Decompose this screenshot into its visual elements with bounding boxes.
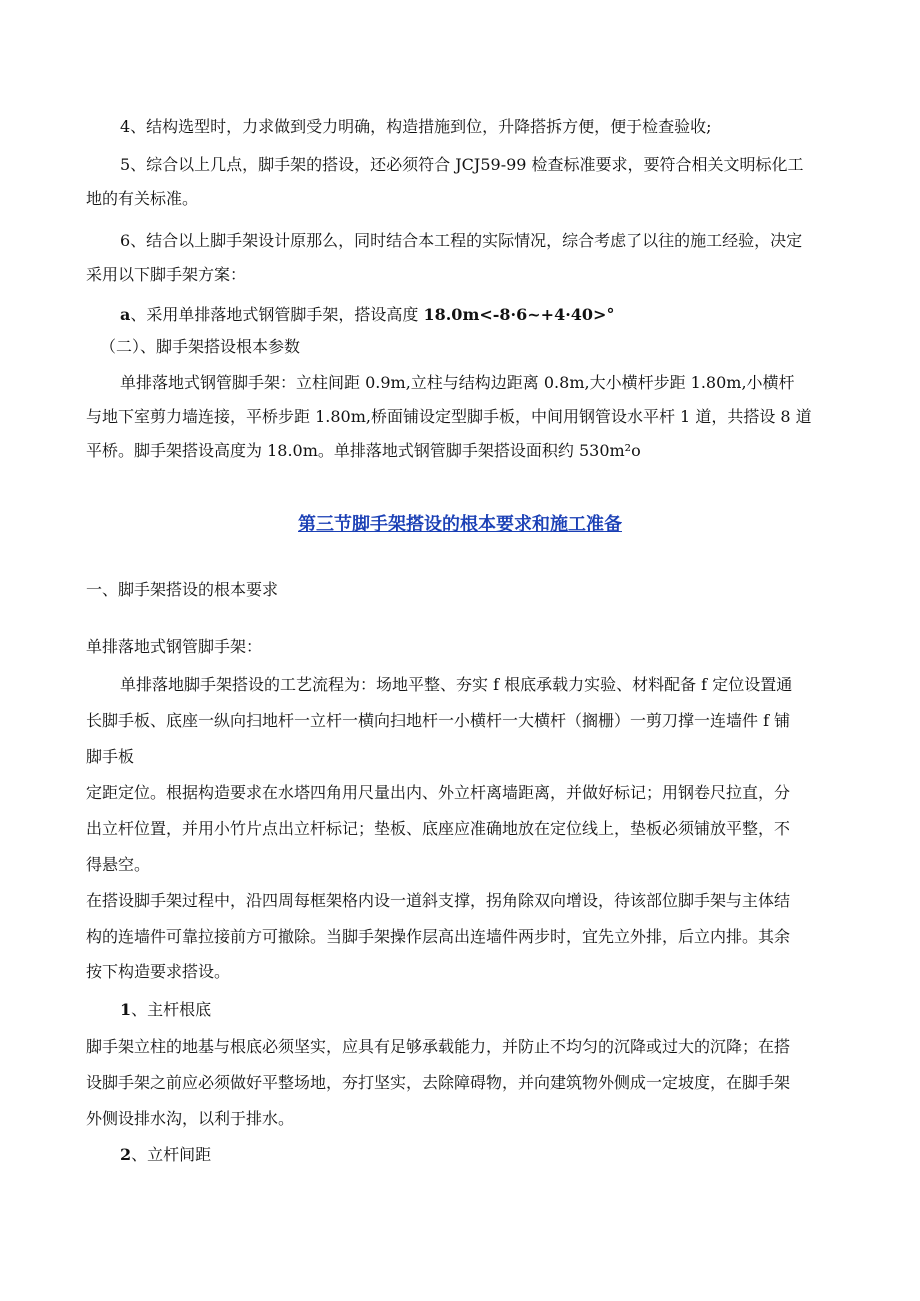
foundation-line-1 <box>86 1030 846 1063</box>
text-line: 地的有关标准。 <box>86 189 199 208</box>
paragraph-6-line-2 <box>86 258 846 291</box>
subheading-text: （二）、脚手架搭设根本参数 <box>100 337 301 356</box>
item-title: 、主杆根底 <box>131 1000 212 1019</box>
paragraph-6-line-1 <box>120 224 880 257</box>
text-line: 采用以下脚手架方案： <box>86 265 247 284</box>
text-line: 出立杆位置，并用小竹片点出立杆标记；垫板、底座应准确地放在定位线上，垫板必须铺放平整，不 <box>86 819 791 838</box>
text-line: 在搭设脚手架过程中，沿四周每框架格内设一道斜支撑，拐角除双向增设，待该部位脚手架与主体结 <box>86 891 791 910</box>
positioning-line-1 <box>86 776 846 809</box>
text-line: 构的连墙件可靠拉接前方可撤除。当脚手架操作层高出连墙件两步时，宜先立外排，后立内排。其余 <box>86 927 791 946</box>
process-line-2 <box>86 704 846 737</box>
text-line: 单排落地脚手架搭设的工艺流程为：场地平整、夯实 f 根底承载力实验、材料配备 f 定位设置通 <box>120 675 793 694</box>
text-line: 外侧设排水沟，以利于排水。 <box>86 1109 295 1128</box>
section-title <box>0 510 920 536</box>
text-line: 长脚手板、底座一纵向扫地杆一立杆一横向扫地杆一小横杆一大横杆（搁栅）一剪刀撑一连墙件 f 铺 <box>86 711 791 730</box>
positioning-line-2 <box>86 812 846 845</box>
erection-line-3 <box>86 955 846 988</box>
paragraph-4 <box>120 110 880 143</box>
text-line: 5、综合以上几点，脚手架的搭设，还必须符合 JCJ59-99 检查标准要求，要符合相关文明标化工 <box>120 155 804 174</box>
process-line-1 <box>120 668 880 701</box>
positioning-line-3 <box>86 848 846 881</box>
text-line: 定距定位。根据构造要求在水塔四角用尺量出内、外立杆离墙距离，并做好标记；用钢卷尺拉直，分 <box>86 783 791 802</box>
text-line: 单排落地式钢管脚手架： <box>86 637 263 656</box>
scheme-label: a <box>120 305 131 324</box>
paragraph-5-line-1 <box>120 148 880 181</box>
erection-line-2 <box>86 920 846 953</box>
scheme-text: 、采用单排落地式钢管脚手架，搭设高度 <box>130 305 424 324</box>
text-line: 4、结构选型时，力求做到受力明确，构造措施到位，升降搭拆方便，便于检查验收; <box>120 117 712 136</box>
paragraph-5-line-2 <box>86 182 846 215</box>
heading-one <box>86 573 846 606</box>
item-1-heading <box>120 993 880 1026</box>
item-number: 2 <box>120 1145 132 1164</box>
foundation-line-3 <box>86 1102 846 1135</box>
erection-line-1 <box>86 884 846 917</box>
params-line-3 <box>86 434 846 467</box>
paragraph-single-row <box>86 630 846 663</box>
text-line: 单排落地式钢管脚手架：立柱间距 0.9m,立柱与结构边距离 0.8m,大小横杆步距 1.80m,小横杆 <box>120 373 795 392</box>
item-number: 1 <box>120 1000 132 1019</box>
item-title: 、立杆间距 <box>131 1145 212 1164</box>
params-line-2 <box>86 400 846 433</box>
scheme-a <box>120 298 880 331</box>
text-line: 脚手架立柱的地基与根底必须坚实，应具有足够承载能力，并防止不均匀的沉降或过大的沉降；在搭 <box>86 1037 791 1056</box>
scheme-height-value: 18.0m<-8·6~+4·40>° <box>423 305 615 324</box>
text-line: 平桥。脚手架搭设高度为 18.0m。单排落地式钢管脚手架搭设面积约 530m²o <box>86 441 641 460</box>
heading-text: 一、脚手架搭设的根本要求 <box>86 580 279 599</box>
text-line: 设脚手架之前应必须做好平整场地，夯打坚实，去除障碍物，并向建筑物外侧成一定坡度，在脚手架 <box>86 1073 791 1092</box>
text-line: 与地下室剪力墙连接，平桥步距 1.80m,桥面铺设定型脚手板，中间用钢管设水平杆 1 道，共搭设 8 道 <box>86 407 812 426</box>
item-2-heading <box>120 1138 880 1171</box>
foundation-line-2 <box>86 1066 846 1099</box>
section-title-text: 第三节脚手架搭设的根本要求和施工准备 <box>298 514 622 535</box>
text-line: 脚手板 <box>86 747 135 766</box>
text-line: 按下构造要求搭设。 <box>86 962 231 981</box>
subheading-2 <box>100 330 860 363</box>
text-line: 6、结合以上脚手架设计原那么，同时结合本工程的实际情况，综合考虑了以往的施工经验，决定 <box>120 231 803 250</box>
params-line-1 <box>120 366 880 399</box>
text-line: 得悬空。 <box>86 855 151 874</box>
process-line-3 <box>86 740 846 773</box>
